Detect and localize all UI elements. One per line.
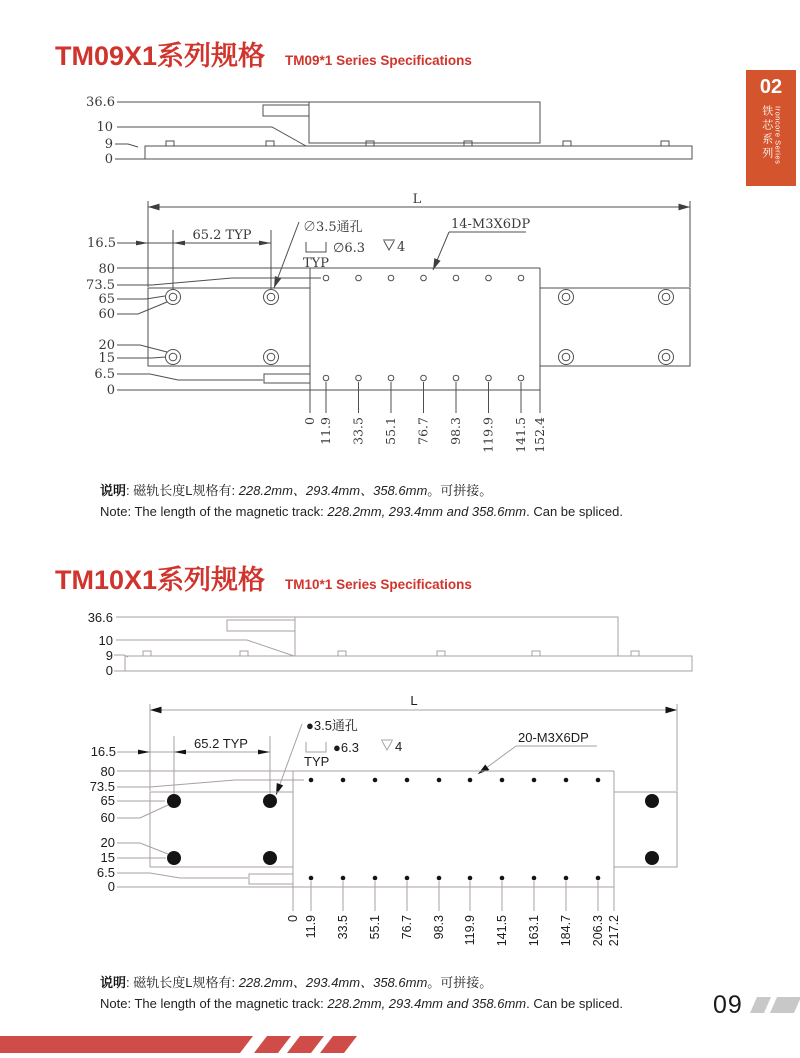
tm09-title-en: TM09*1 Series Specifications bbox=[285, 53, 472, 68]
note-text: Note: The length of the magnetic track: bbox=[100, 504, 328, 519]
dim-label: 0 bbox=[286, 915, 300, 922]
dim-label: 10 bbox=[96, 120, 113, 135]
dim-label: 98.3 bbox=[432, 915, 446, 940]
note-text: . Can be spliced. bbox=[526, 504, 623, 519]
thru-hole-leader bbox=[276, 724, 302, 795]
thru-hole-label: ∅3.5通孔 bbox=[303, 220, 363, 235]
y-dimension-labels bbox=[90, 764, 614, 894]
dim-label: 9 bbox=[105, 648, 113, 663]
note-text: Note: The length of the magnetic track: bbox=[100, 996, 328, 1011]
dim-label: 163.1 bbox=[527, 915, 541, 947]
dim-label: 33.5 bbox=[350, 417, 366, 445]
x-dimension-labels bbox=[302, 417, 547, 453]
dim-label: 6.5 bbox=[96, 865, 115, 880]
thread-note-label: 14-M3X6DP bbox=[451, 217, 531, 232]
counterbore-symbol-icon bbox=[306, 242, 326, 252]
note-lengths: 228.2mm, 293.4mm and 358.6mm bbox=[327, 504, 527, 519]
tm09-title-zh: TM09X1系列规格 bbox=[55, 41, 266, 71]
thread-holes bbox=[323, 275, 524, 381]
tm09-note bbox=[100, 480, 623, 522]
x-dimension-labels bbox=[286, 915, 621, 946]
dim-label: 11.9 bbox=[318, 417, 333, 445]
pitch-label: 65.2 TYP bbox=[192, 228, 252, 243]
tm09-side-view bbox=[86, 95, 692, 167]
dim-label: 184.7 bbox=[559, 915, 573, 947]
tm10-side-view bbox=[88, 610, 692, 678]
pitch-label: 65.2 TYP bbox=[194, 736, 248, 751]
length-dimension bbox=[148, 201, 690, 287]
counterbore-label: ●6.3 bbox=[333, 740, 359, 755]
dim-label: 141.5 bbox=[513, 417, 528, 453]
dim-label: 76.7 bbox=[415, 417, 431, 445]
y-dimension-leaders bbox=[117, 268, 540, 390]
tm09-title-row bbox=[55, 34, 472, 73]
depth-label: 4 bbox=[395, 739, 403, 754]
tm09-top-view bbox=[86, 192, 690, 453]
counterbore-symbol-icon bbox=[306, 742, 326, 752]
dim-label: 65 bbox=[100, 793, 115, 808]
note-label: 说明 bbox=[100, 483, 127, 498]
dim-label: 15 bbox=[98, 351, 115, 366]
dim-label: 55.1 bbox=[368, 915, 382, 940]
thread-note-label: 20-M3X6DP bbox=[518, 730, 589, 745]
dim-label: 217.2 bbox=[607, 915, 621, 947]
x-dimension-ticks bbox=[293, 881, 614, 911]
tm10-top-view bbox=[90, 693, 677, 946]
note-text: : 磁轨长度L规格有: bbox=[126, 975, 239, 990]
dim-label: 55.1 bbox=[383, 417, 398, 445]
counterbore-holes bbox=[167, 794, 659, 865]
dim-label: 60 bbox=[100, 810, 115, 825]
thread-holes bbox=[309, 778, 601, 881]
counterbore-holes bbox=[166, 290, 674, 365]
dim-label: 80 bbox=[98, 262, 115, 277]
chapter-label-zh: 铁芯系列 bbox=[760, 105, 773, 161]
length-label: L bbox=[410, 693, 418, 708]
footer-decoration bbox=[0, 990, 800, 1058]
dim-label: 20 bbox=[100, 835, 115, 850]
thru-hole-label: ●3.5通孔 bbox=[306, 718, 358, 733]
dim-label: 0 bbox=[106, 383, 115, 398]
track-outline bbox=[148, 268, 690, 390]
tm10-title-zh: TM10X1系列规格 bbox=[55, 565, 266, 595]
page-number-slashes-icon bbox=[750, 997, 800, 1013]
tm10-drawing bbox=[0, 600, 800, 960]
typ-label: TYP bbox=[303, 256, 329, 271]
dim-label: 11.9 bbox=[304, 915, 318, 939]
edge-offset-label: 16.5 bbox=[90, 744, 116, 759]
y-dimension-leaders bbox=[117, 771, 614, 887]
dim-label: 119.9 bbox=[480, 417, 496, 453]
tm10-title-en: TM10*1 Series Specifications bbox=[285, 577, 472, 592]
dim-label: 6.5 bbox=[94, 367, 115, 382]
thread-note-leader bbox=[433, 232, 526, 270]
counterbore-label: ∅6.3 bbox=[333, 241, 365, 256]
note-text: 。可拼接。 bbox=[427, 483, 493, 498]
dim-label: 60 bbox=[98, 307, 115, 322]
page-number: 09 bbox=[713, 991, 743, 1019]
dim-label: 36.6 bbox=[86, 95, 115, 110]
dim-label: 0 bbox=[104, 152, 113, 167]
tm10-title-row bbox=[55, 558, 472, 597]
note-label: 说明 bbox=[100, 975, 127, 990]
dim-label: 80 bbox=[100, 764, 115, 779]
note-lengths: 228.2mm, 293.4mm and 358.6mm bbox=[327, 996, 527, 1011]
side-view-lines bbox=[115, 102, 692, 159]
dim-label: 0 bbox=[105, 663, 113, 678]
dim-label: 206.3 bbox=[591, 915, 605, 947]
note-lengths: 228.2mm、293.4mm、358.6mm bbox=[238, 975, 428, 990]
dim-label: 73.5 bbox=[89, 779, 115, 794]
bottom-stripes-icon bbox=[0, 1036, 357, 1053]
dim-label: 36.6 bbox=[87, 610, 113, 625]
dim-label: 76.7 bbox=[400, 915, 414, 940]
dim-label: 0 bbox=[107, 879, 115, 894]
dim-label: 33.5 bbox=[336, 915, 350, 940]
dim-label: 15 bbox=[100, 850, 115, 865]
chapter-number: 02 bbox=[759, 76, 783, 98]
dim-label: 0 bbox=[302, 417, 317, 425]
dim-label: 65 bbox=[98, 292, 115, 307]
side-view-lines bbox=[114, 617, 692, 671]
depth-symbol-icon bbox=[383, 240, 395, 250]
edge-offset-label: 16.5 bbox=[87, 236, 116, 251]
dim-label: 152.4 bbox=[532, 417, 547, 453]
dim-label: 73.5 bbox=[86, 278, 115, 293]
tm09-drawing bbox=[0, 85, 800, 470]
note-lengths: 228.2mm、293.4mm、358.6mm bbox=[238, 483, 428, 498]
typ-label: TYP bbox=[304, 754, 330, 769]
dim-label: 141.5 bbox=[495, 915, 509, 947]
dim-label: 98.3 bbox=[448, 417, 463, 445]
note-text: . Can be spliced. bbox=[526, 996, 623, 1011]
dim-label: 9 bbox=[104, 137, 113, 152]
chapter-label-en: Ironcore Series bbox=[773, 106, 783, 165]
dim-label: 119.9 bbox=[463, 915, 477, 946]
tm09-note-en bbox=[100, 501, 623, 522]
note-text: 。可拼接。 bbox=[427, 975, 493, 990]
y-dimension-labels bbox=[86, 262, 540, 398]
dim-label: 10 bbox=[98, 633, 113, 648]
thread-note-leader bbox=[478, 746, 597, 774]
x-dimension-ticks bbox=[310, 382, 540, 413]
length-label: L bbox=[412, 192, 422, 207]
depth-label: 4 bbox=[397, 240, 406, 255]
tm09-note-zh bbox=[100, 480, 623, 501]
note-text: : 磁轨长度L规格有: bbox=[126, 483, 239, 498]
dim-label: 20 bbox=[98, 338, 115, 353]
track-outline bbox=[150, 771, 677, 887]
depth-symbol-icon bbox=[381, 740, 393, 750]
